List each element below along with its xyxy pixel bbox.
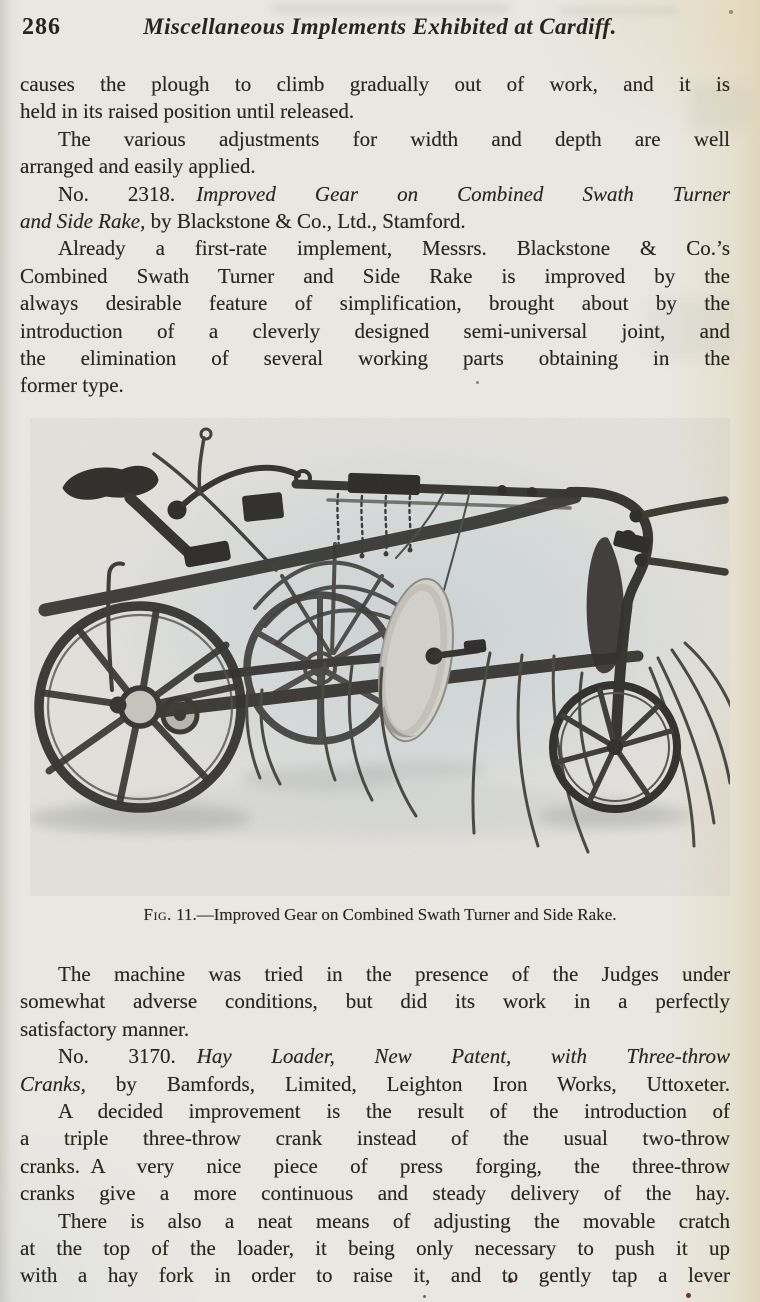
text-segment: cranks give a more continuous and steady delivery of the hay. [20,1181,730,1206]
text-line [20,153,730,180]
text-segment: The various adjustments for width and depth are well [58,126,730,151]
text-segment: and Side Rake, [20,208,146,233]
text-line [20,208,730,235]
text-segment: No. 3170. [58,1044,197,1069]
running-header [0,14,760,46]
figure-caption [0,905,760,925]
text-segment: former type. [20,373,124,398]
text-line [20,1235,730,1262]
text-segment: with a hay fork in order to raise it, and to gently tap a lever [20,1263,730,1288]
text-line [20,1180,730,1207]
text-line [20,988,730,1015]
halftone-grain [30,418,730,896]
text-line [20,1071,730,1098]
text-line [20,1016,730,1043]
text-segment: Improved Gear on Combined Swath Turner [196,181,730,206]
text-line [20,263,730,290]
text-line [20,1043,730,1070]
body-text-lower [20,961,730,1290]
text-line [20,318,730,345]
text-segment: satisfactory manner. [20,1016,190,1041]
text-segment: held in its raised position until released. [20,99,355,124]
text-segment: There is also a neat means of adjusting the movable cratch [58,1208,730,1233]
body-text-upper [20,71,730,400]
text-segment: a triple three-throw crank instead of the usual two-throw [20,1126,730,1151]
figure-illustration [30,418,730,896]
paper-speck [423,1295,426,1298]
text-line [20,1098,730,1125]
text-segment: Combined Swath Turner and Side Rake is improved by the [20,263,730,288]
text-line [20,1125,730,1152]
text-line [20,345,730,372]
text-line [20,126,730,153]
text-segment: by Bamfords, Limited, Leighton Iron Works, Uttoxeter. [85,1071,730,1096]
page-number: 286 [22,14,61,40]
text-segment: The machine was tried in the presence of the Judges under [58,962,730,986]
text-segment: causes the plough to climb gradually out of work, and it is [20,72,730,96]
text-line [20,71,730,98]
page-gutter-shadow [0,0,12,1302]
showthrough-smudge [272,4,510,13]
text-line [20,372,730,399]
text-segment: introduction of a cleverly designed semi-universal joint, and [20,318,730,343]
text-segment: Already a first-rate implement, Messrs. Blackstone & Co.’s [58,236,730,261]
text-line [20,1153,730,1180]
text-line [20,961,730,988]
text-segment: Hay Loader, New Patent, with Three-throw [196,1044,730,1069]
text-segment: arranged and easily applied. [20,154,256,179]
text-segment: somewhat adverse conditions, but did its work in a perfectly [20,989,730,1014]
text-segment: cranks. A very nice piece of press forging, the three-throw [20,1153,730,1178]
text-segment: A decided improvement is the result of the introduction of [58,1098,730,1123]
text-line [20,181,730,208]
text-segment: the elimination of several working parts obtaining in the [20,345,730,370]
header-title: Miscellaneous Implements Exhibited at Cardiff. [143,14,617,39]
text-line [20,98,730,125]
text-segment: always desirable feature of simplification, brought about by the [20,291,730,316]
text-segment: at the top of the loader, it being only necessary to push it up [20,1235,730,1260]
text-segment: by Blackstone & Co., Ltd., Stamford. [145,208,466,233]
text-segment: 11.—Improved Gear on Combined Swath Turner and Side Rake. [171,905,617,924]
text-segment: No. 2318. [58,181,197,206]
text-segment: Cranks, [20,1071,86,1096]
text-segment: Fig. [143,905,172,924]
paper-speck [686,1293,691,1298]
text-line [20,1208,730,1235]
text-line [20,235,730,262]
text-line [20,1262,730,1289]
text-line [20,290,730,317]
